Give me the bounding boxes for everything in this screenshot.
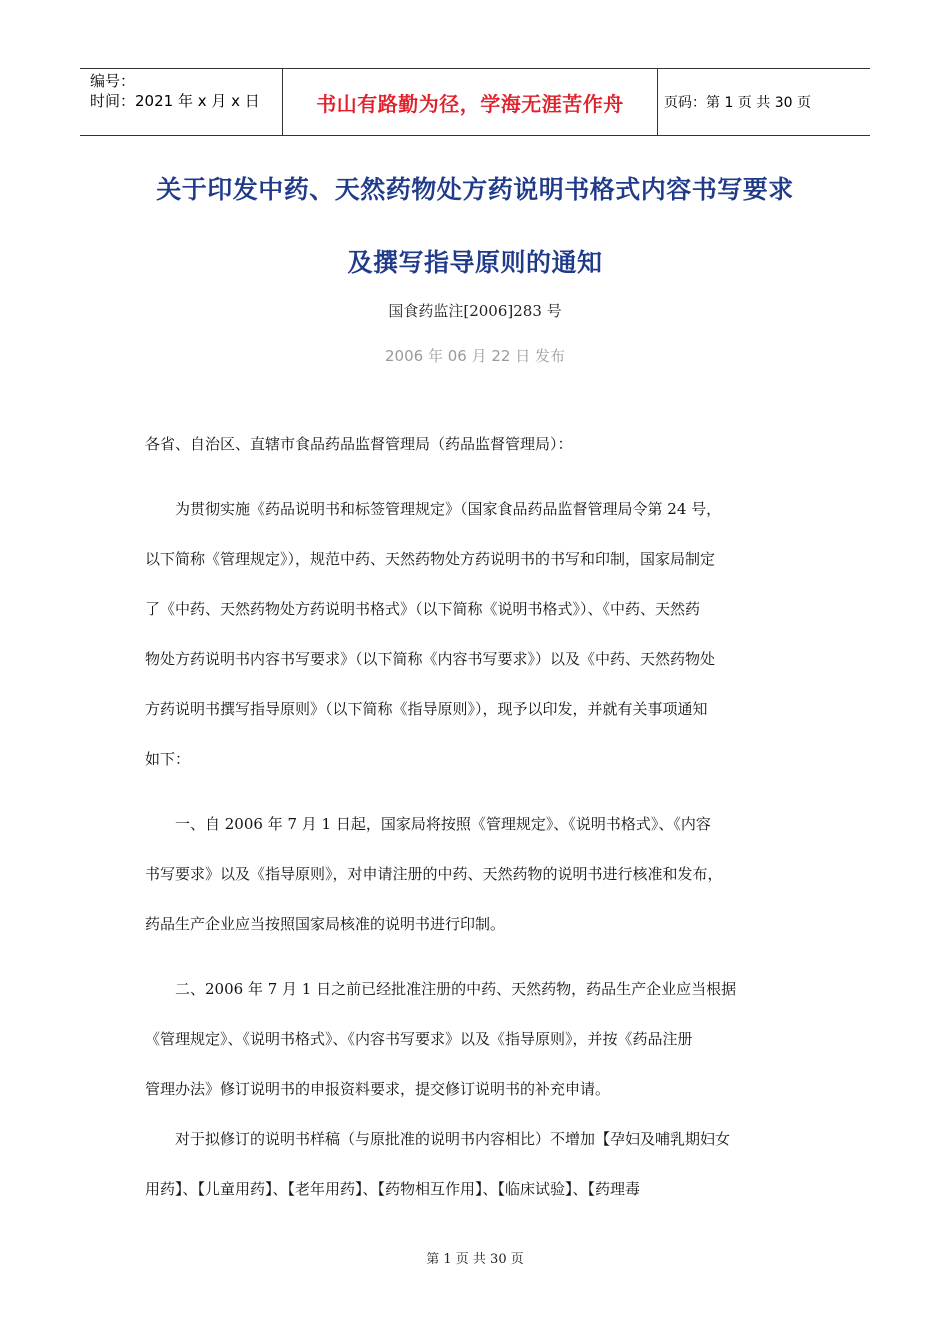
body-line: 以下简称《管理规定》），规范中药、天然药物处方药说明书的书写和印制，国家局制定 bbox=[145, 550, 716, 568]
doc-number: 国食药监注[2006]283 号 bbox=[388, 302, 562, 320]
body-line: 书写要求》以及《指导原则》，对申请注册的中药、天然药物的说明书进行核准和发布， bbox=[145, 865, 723, 883]
body-line: 为贯彻实施《药品说明书和标签管理规定》（国家食品药品监督管理局令第 24 号， bbox=[145, 500, 722, 518]
body-line: 对于拟修订的说明书样稿（与原批准的说明书内容相比）不增加【孕妇及哺乳期妇女 bbox=[145, 1130, 731, 1148]
body-line: 物处方药说明书内容书写要求》（以下简称《内容书写要求》）以及《中药、天然药物处 bbox=[145, 650, 716, 668]
body-line: 管理办法》修订说明书的申报资料要求，提交修订说明书的补充申请。 bbox=[145, 1080, 611, 1098]
page-header bbox=[80, 68, 870, 136]
doc-title-line-1: 关于印发中药、天然药物处方药说明书格式内容书写要求 bbox=[156, 175, 794, 204]
body-line: 了《中药、天然药物处方药说明书格式》（以下简称《说明书格式》）、《中药、天然药 bbox=[145, 600, 701, 618]
body-line: 药品生产企业应当按照国家局核准的说明书进行印制。 bbox=[145, 915, 506, 933]
header-time: 时间：2021 年 x 月 x 日 bbox=[90, 92, 260, 110]
header-page-info: 页码：第 1 页 共 30 页 bbox=[664, 95, 811, 111]
publish-date: 2006 年 06 月 22 日 发布 bbox=[385, 347, 565, 365]
body-line: 二、2006 年 7 月 1 日之前已经批准注册的中药、天然药物，药品生产企业应当根据 bbox=[145, 980, 737, 998]
header-meta bbox=[80, 69, 282, 135]
body-line: 《管理规定》、《说明书格式》、《内容书写要求》以及《指导原则》，并按《药品注册 bbox=[145, 1030, 693, 1048]
header-number: 编号： bbox=[90, 72, 136, 90]
body-line: 一、自 2006 年 7 月 1 日起，国家局将按照《管理规定》、《说明书格式》、《内容 bbox=[145, 815, 711, 833]
body-line: 用药】、【儿童用药】、【老年用药】、【药物相互作用】、【临床试验】、【药理毒 bbox=[145, 1180, 641, 1198]
body-line: 方药说明书撰写指导原则》（以下简称《指导原则》），现予以印发，并就有关事项通知 bbox=[145, 700, 708, 718]
doc-title-line-2: 及撰写指导原则的通知 bbox=[347, 248, 603, 277]
header-motto: 书山有路勤为径，学海无涯苦作舟 bbox=[282, 69, 658, 135]
body-line: 各省、自治区、直辖市食品药品监督管理局（药品监督管理局）： bbox=[145, 435, 573, 453]
body-line: 如下： bbox=[145, 750, 191, 768]
page-footer: 第 1 页 共 30 页 bbox=[426, 1252, 524, 1267]
